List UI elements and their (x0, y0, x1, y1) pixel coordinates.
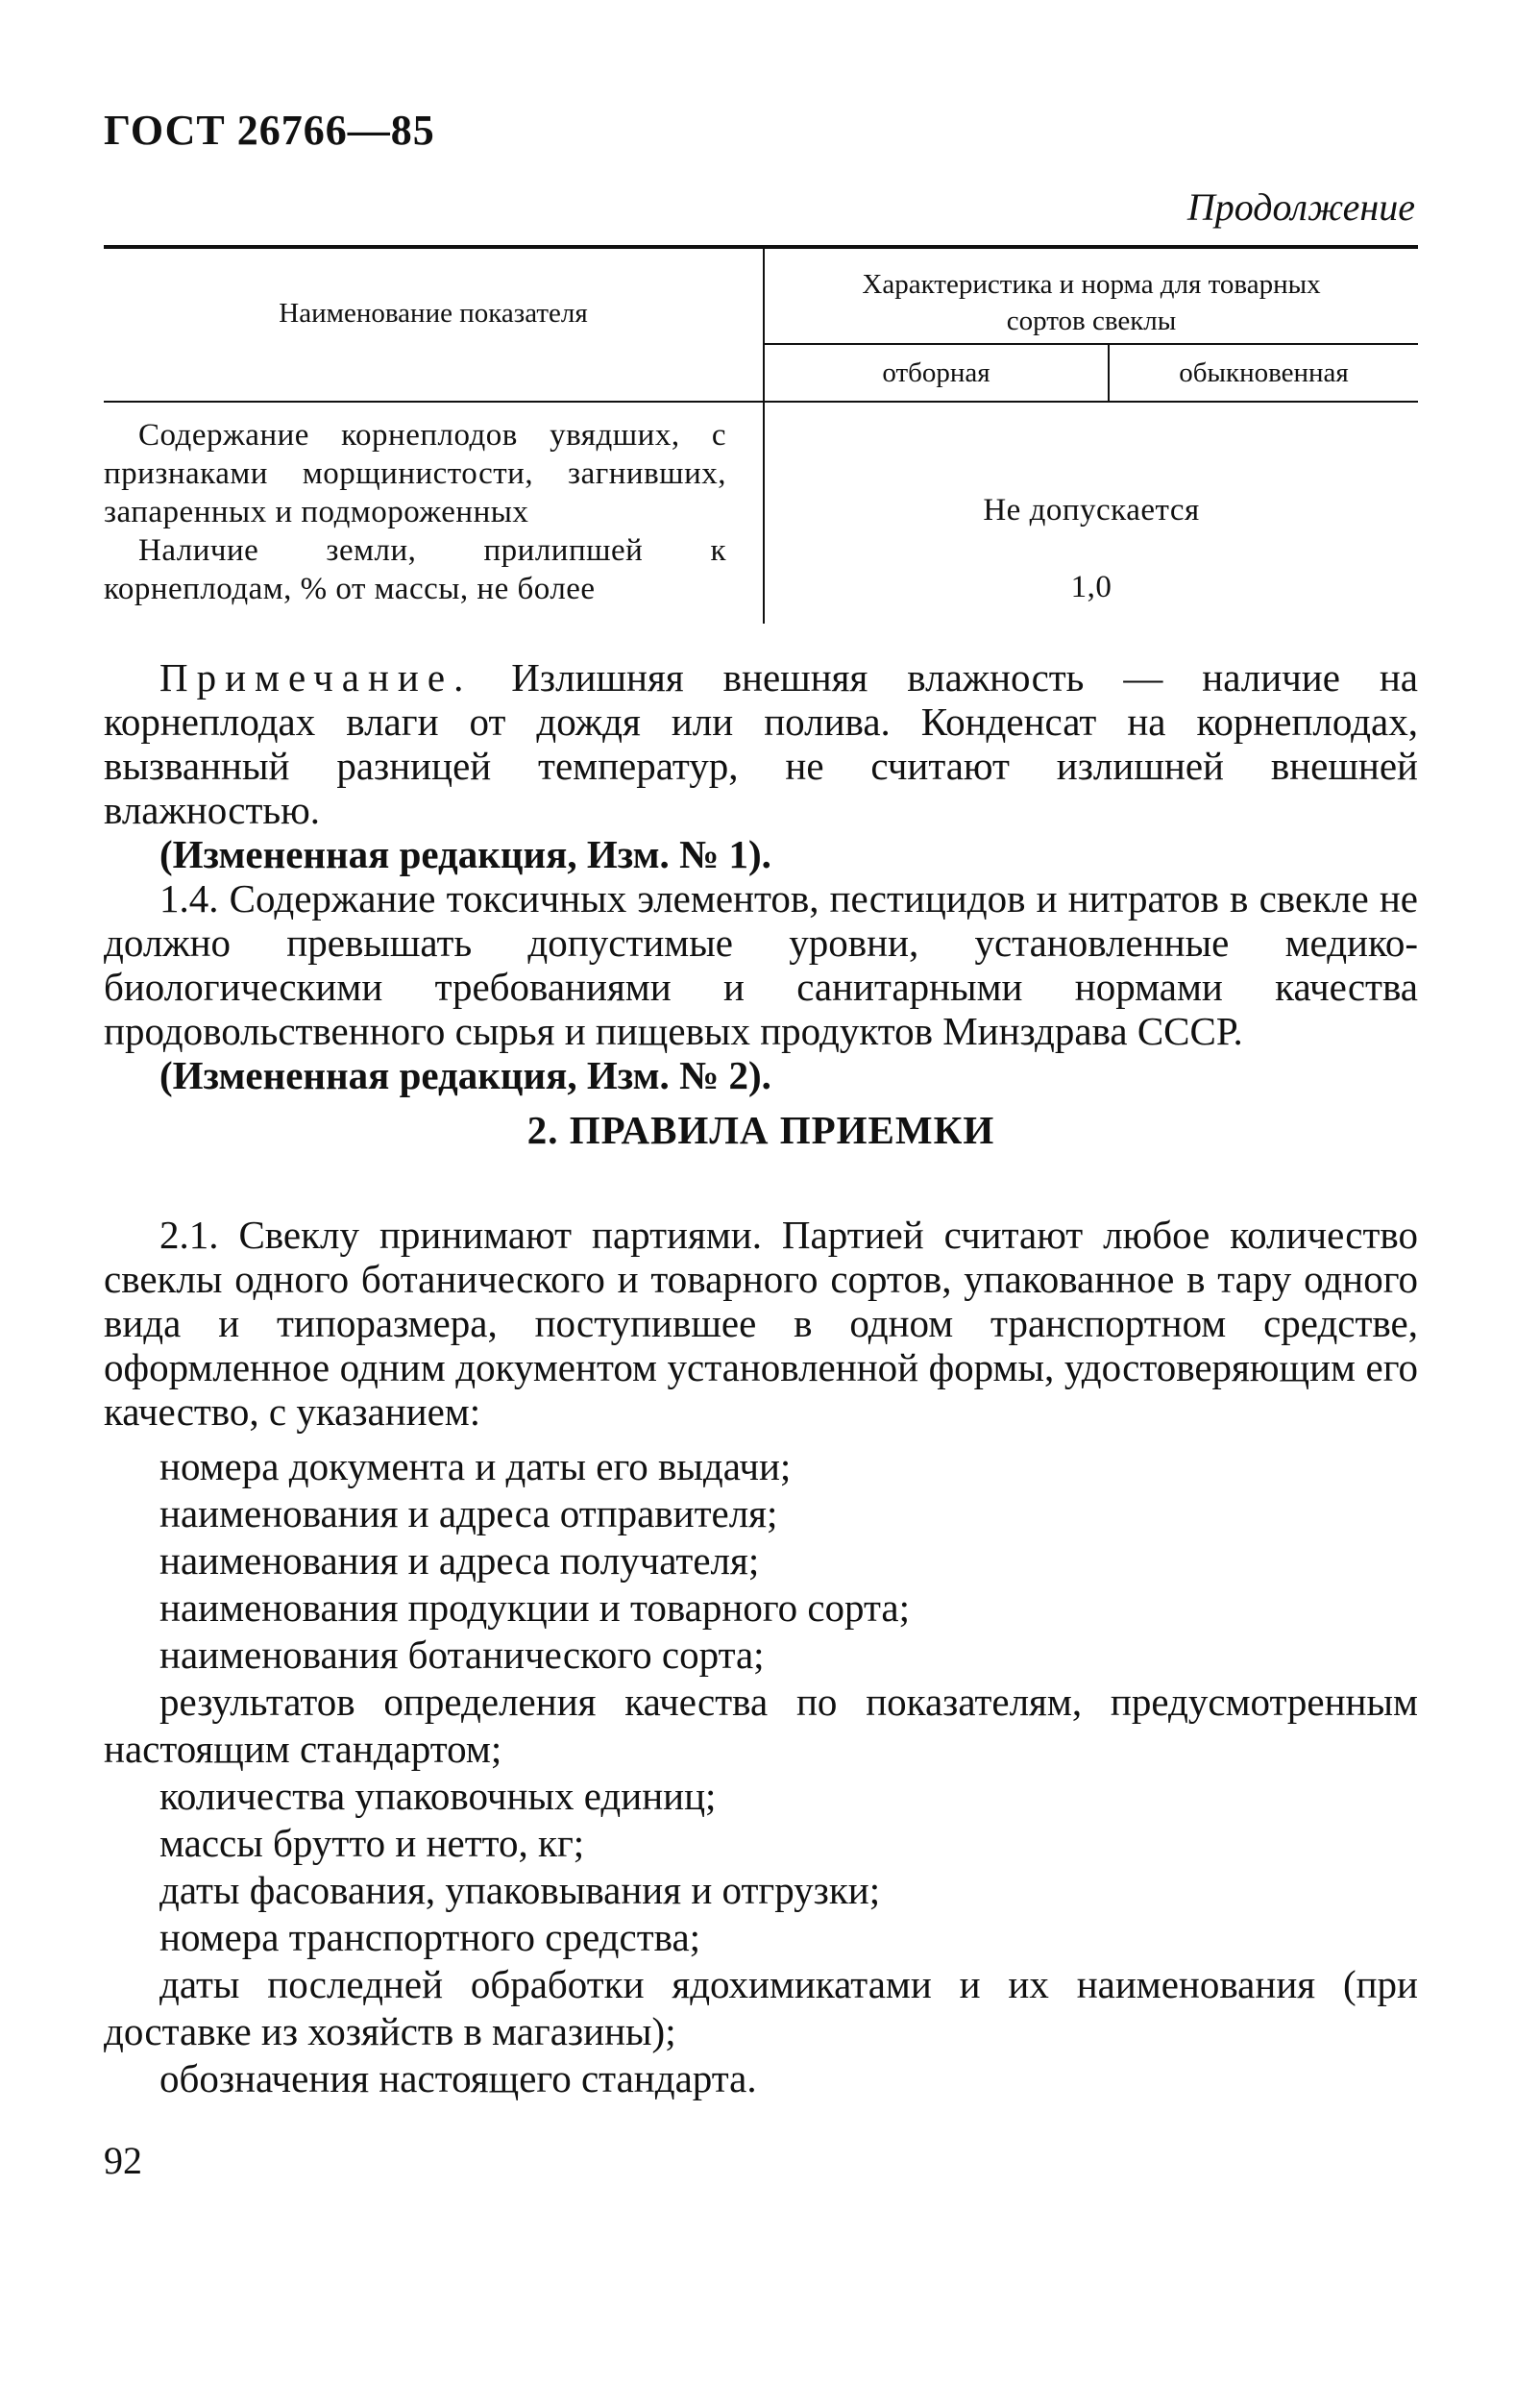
note-paragraph (104, 655, 1418, 832)
list-item: наименования и адреса получателя; (159, 1538, 760, 1583)
table-subheader-ordinary: обыкновенная (1179, 357, 1349, 388)
note-label: Примечание. (159, 655, 473, 700)
table-top-rule (104, 245, 1418, 249)
list-item: даты фасования, упаковывания и отгрузки; (159, 1868, 881, 1912)
paragraph-2-1-block (104, 1213, 1418, 1434)
table-row-value: Не допускается (983, 493, 1200, 528)
list-item: результатов определения качества по показателям, предусмотренным настоящим стандартом; (104, 1680, 1418, 1771)
table-subheader-rule (763, 343, 1418, 345)
amendment-1: (Измененная редакция, Изм. № 1). (159, 832, 771, 876)
section-title: 2. ПРАВИЛА ПРИЕМКИ (526, 1108, 995, 1152)
table-header-name: Наименование показателя (279, 298, 588, 329)
list-item: номера транспортного средства; (159, 1915, 701, 1959)
list-item: массы брутто и нетто, кг; (159, 1821, 585, 1865)
list-item: номера документа и даты его выдачи; (159, 1444, 792, 1488)
list-item: обозначения настоящего стандарта. (159, 2056, 757, 2100)
table-header-rule (104, 401, 1418, 403)
table-row-name: Наличие земли, прилипшей к корнеплодам, % от массы, не более (104, 533, 726, 606)
list-item: наименования и адреса отправителя; (159, 1491, 778, 1535)
paragraph-1-4: 1.4. Содержание токсичных элементов, пестицидов и нитратов в свекле не должно превышать допустимые уровни, установленные медико-биологическими требованиями и санитарными нормами качества продовольственного сырья и пищевых продуктов Минздрава СССР. (104, 876, 1418, 1053)
note-block (104, 655, 1418, 1097)
table-header-characteristic-line1: Характеристика и норма для товарных (862, 269, 1321, 300)
list-item: наименования продукции и товарного сорта; (159, 1585, 911, 1630)
note-text: Излишняя внешняя влажность — наличие на корнеплодах влаги от дождя или полива. Конденсат на корнеплодах, вызванный разницей температур, не считают излишней внешней влажностью. (104, 655, 1418, 832)
table-row-name: Содержание корнеплодов увядших, с признаками морщинистости, загнивших, запаренных и подмороженных (104, 418, 726, 529)
list-item: количества упаковочных единиц; (159, 1774, 717, 1818)
list-item: даты последней обработки ядохимикатами и их наименования (при доставке из хозяйств в магазины); (104, 1962, 1418, 2053)
requisites-list (104, 1443, 1418, 2102)
paragraph-2-1: 2.1. Свеклу принимают партиями. Партией считают любое количество свеклы одного ботанического и товарного сортов, упакованное в тару одного вида и типоразмера, поступившее в одном транспортном средстве, оформленное одним документом установленной формы, удостоверяющим его качество, с указанием: (104, 1213, 1418, 1434)
quality-table (104, 245, 1418, 622)
table-header-characteristic (765, 266, 1418, 339)
list-item: наименования ботанического сорта; (159, 1633, 765, 1677)
table-subheader-select: отборная (882, 357, 990, 388)
amendment-2: (Измененная редакция, Изм. № 2). (159, 1053, 771, 1097)
document-header: ГОСТ 26766—85 (104, 107, 435, 154)
table-row-value: 1,0 (1070, 570, 1112, 604)
table-row-names (104, 416, 726, 608)
continuation-label: Продолжение (1186, 185, 1415, 229)
page-number: 92 (104, 2139, 142, 2182)
table-header-characteristic-line2: сортов свеклы (1006, 306, 1177, 336)
